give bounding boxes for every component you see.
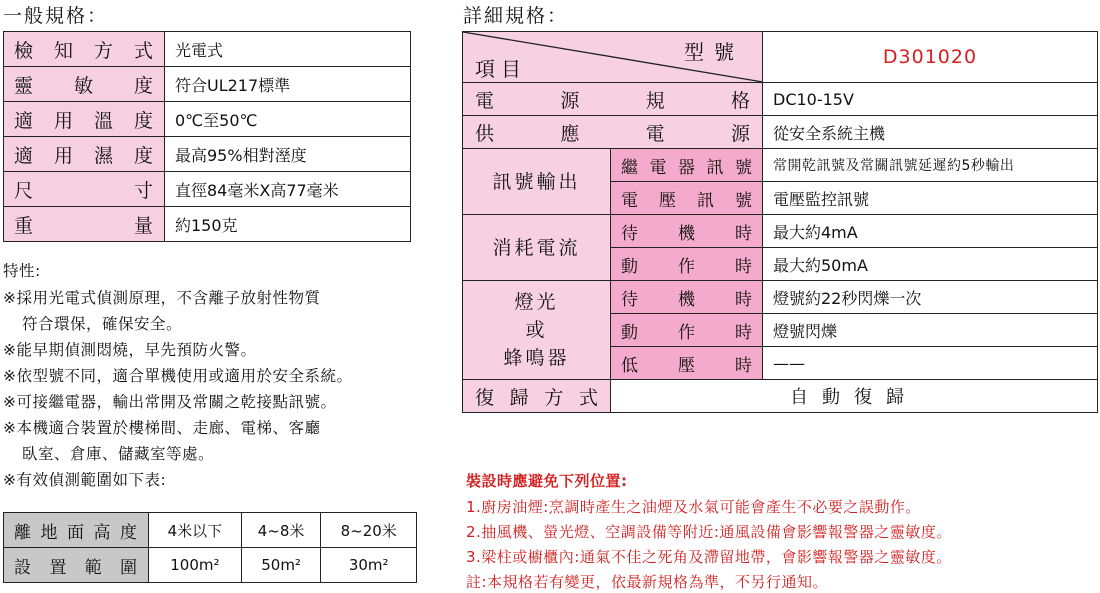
table-row	[4, 137, 411, 172]
general-spec-title: 一般規格：	[3, 5, 109, 27]
spec-value: 最高95%相對溼度	[165, 137, 411, 172]
signal-label: 訊號輸出	[463, 149, 611, 215]
signal-sub-label: 電壓訊號	[611, 182, 763, 215]
note-item: 2.抽風機、螢光燈、空調設備等附近:通風設備會影響報警器之靈敏度。	[466, 523, 952, 541]
signal-value: 電壓監控訊號	[763, 182, 1098, 215]
table-row	[463, 83, 1098, 116]
feature-line: ※能早期偵測悶燒，早先預防火警。	[3, 341, 257, 359]
feature-line: ※本機適合裝置於樓梯間、走廊、電梯、客廳	[3, 419, 321, 437]
supply-value: 從安全系統主機	[763, 116, 1098, 149]
feature-line: ※可接繼電器，輸出常開及常關之乾接點訊號。	[3, 393, 337, 411]
table-row	[463, 215, 1098, 248]
note-item: 1.廚房油煙:烹調時產生之油煙及水氣可能會產生不必要之誤動作。	[466, 498, 921, 516]
feature-line: ※採用光電式偵測原理，不含離子放射性物質	[3, 289, 321, 307]
spec-value: 約150克	[165, 207, 411, 242]
detail-spec-table	[462, 31, 1098, 413]
spec-value: 直徑84毫米X高77毫米	[165, 172, 411, 207]
range-row-label: 設置範圍	[4, 548, 149, 583]
feature-line: 符合環保，確保安全。	[22, 315, 183, 333]
table-row	[4, 67, 411, 102]
range-header: 4~8米	[241, 513, 321, 548]
item-model-header	[463, 32, 763, 83]
current-sub-label: 待機時	[611, 215, 763, 248]
table-row	[463, 380, 1098, 413]
range-header: 4米以下	[149, 513, 242, 548]
feature-line: ※有效偵測範圍如下表:	[3, 471, 167, 489]
range-header: 8~20米	[321, 513, 417, 548]
range-value: 30m²	[321, 548, 417, 583]
range-value: 100m²	[149, 548, 242, 583]
feature-line: 臥室、倉庫、儲藏室等處。	[22, 445, 215, 463]
current-label: 消耗電流	[463, 215, 611, 281]
spec-label: 檢知方式	[4, 32, 165, 67]
features-title: 特性:	[3, 262, 41, 280]
detection-range-table	[3, 512, 417, 583]
reset-value: 自動復歸	[611, 380, 1098, 413]
table-row	[463, 32, 1098, 83]
current-value: 最大約50mA	[763, 248, 1098, 281]
header-model-label: 型號	[684, 40, 744, 64]
table-row	[4, 207, 411, 242]
table-row	[4, 513, 417, 548]
detail-spec-title: 詳細規格：	[463, 5, 569, 27]
light-value: 燈號約22秒閃爍一次	[763, 281, 1098, 314]
current-value: 最大約4mA	[763, 215, 1098, 248]
general-spec-table	[3, 31, 411, 242]
power-label: 電源規格	[463, 83, 763, 116]
light-sub-label: 動作時	[611, 314, 763, 347]
light-value: 燈號閃爍	[763, 314, 1098, 347]
light-sub-label: 低壓時	[611, 347, 763, 380]
notes-title: 裝設時應避免下列位置:	[466, 472, 628, 490]
light-label-line: 蜂鳴器	[503, 347, 570, 369]
range-value: 50m²	[241, 548, 321, 583]
spec-label: 適用溫度	[4, 102, 165, 137]
table-row	[463, 281, 1098, 314]
note-item: 3.梁柱或櫥櫃內:通氣不佳之死角及滯留地帶，會影響報警器之靈敏度。	[466, 548, 952, 566]
signal-value: 常開乾訊號及常關訊號延遲約5秒輸出	[763, 149, 1098, 182]
spec-label: 尺寸	[4, 172, 165, 207]
model-number: D301020	[763, 32, 1098, 83]
reset-label: 復歸方式	[463, 380, 611, 413]
light-sub-label: 待機時	[611, 281, 763, 314]
table-row	[4, 172, 411, 207]
power-value: DC10-15V	[763, 83, 1098, 116]
spec-label: 靈敏度	[4, 67, 165, 102]
spec-label: 重量	[4, 207, 165, 242]
spec-value: 0℃至50℃	[165, 102, 411, 137]
table-row	[4, 32, 411, 67]
header-item-label: 項目	[475, 57, 527, 81]
light-label-line: 燈光	[514, 291, 559, 313]
light-value: ——	[763, 347, 1098, 380]
table-row	[4, 548, 417, 583]
range-header-label: 離地面高度	[4, 513, 149, 548]
note-item: 註:本規格若有變更，依最新規格為準，不另行通知。	[466, 573, 829, 591]
feature-line: ※依型號不同，適合單機使用或適用於安全系統。	[3, 367, 353, 385]
table-row	[4, 102, 411, 137]
light-buzzer-label	[463, 281, 611, 380]
supply-label: 供應電源	[463, 116, 763, 149]
signal-sub-label: 繼電器訊號	[611, 149, 763, 182]
light-label-line: 或	[525, 319, 548, 341]
table-row	[463, 116, 1098, 149]
table-row	[463, 149, 1098, 182]
spec-label: 適用濕度	[4, 137, 165, 172]
current-sub-label: 動作時	[611, 248, 763, 281]
spec-value: 光電式	[165, 32, 411, 67]
spec-value: 符合UL217標準	[165, 67, 411, 102]
